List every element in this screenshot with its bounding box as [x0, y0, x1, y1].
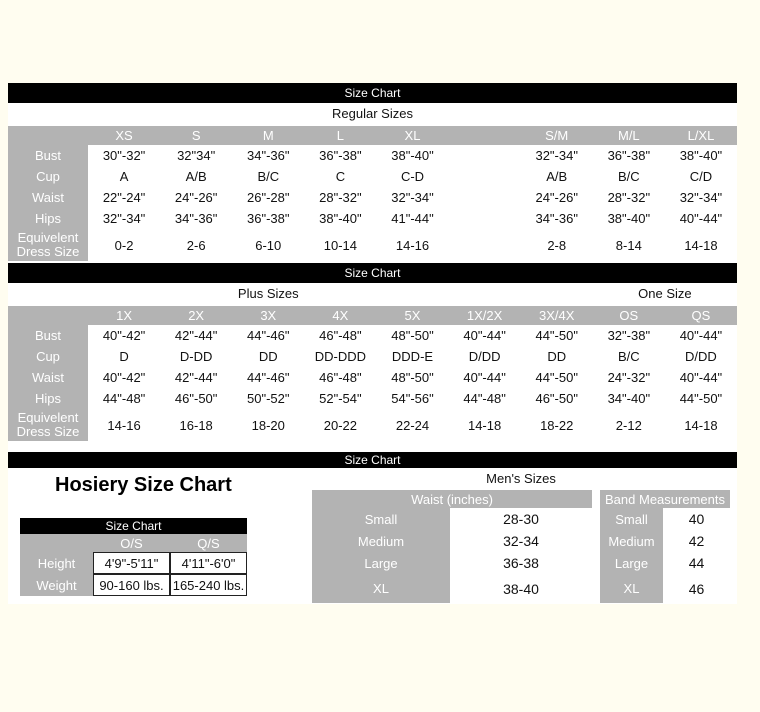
cell: [449, 208, 521, 229]
cell: 34"-40": [593, 388, 665, 409]
column-header: XS: [88, 126, 160, 145]
cell: 2-12: [593, 409, 665, 441]
cell: 50"-52": [232, 388, 304, 409]
size-chart-content: [8, 83, 737, 604]
column-header: S: [160, 126, 232, 145]
row-label: Cup: [8, 166, 88, 187]
cell: 54"-56": [376, 388, 448, 409]
column-header: 2X: [160, 306, 232, 325]
cell: 2-6: [160, 229, 232, 261]
cell: 34"-36": [160, 208, 232, 229]
cell: 36"-38": [232, 208, 304, 229]
column-header: 3X/4X: [521, 306, 593, 325]
size-chart-bar-2-title: Size Chart: [344, 266, 401, 280]
cell: 38"-40": [304, 208, 376, 229]
cell: 48"-50": [376, 367, 448, 388]
row-label: XL: [600, 574, 663, 603]
cell: 46"-50": [160, 388, 232, 409]
cell: 32"-34": [88, 208, 160, 229]
cell: 14-16: [376, 229, 448, 261]
cell: 40"-44": [665, 208, 737, 229]
cell: 16-18: [160, 409, 232, 441]
cell: 14-16: [88, 409, 160, 441]
cell: 41"-44": [376, 208, 448, 229]
hosiery-table-header-title: Size Chart: [105, 519, 162, 533]
cell: 44"-50": [665, 388, 737, 409]
cell: B/C: [232, 166, 304, 187]
hosiery-table-grid: [20, 534, 247, 596]
cell: DDD-E: [376, 346, 448, 367]
column-header: OS: [593, 306, 665, 325]
cell: 40"-42": [88, 367, 160, 388]
column-header: M/L: [593, 126, 665, 145]
cell: 48"-50": [376, 325, 448, 346]
band-measurements-header: Band Measurements: [600, 490, 730, 508]
column-header: O/S: [93, 534, 170, 552]
cell: 36"-38": [304, 145, 376, 166]
regular-sizes-label: Regular Sizes: [332, 106, 413, 121]
cell: 20-22: [304, 409, 376, 441]
column-header: 5X: [376, 306, 448, 325]
cell: 18-20: [232, 409, 304, 441]
cell: 34"-36": [521, 208, 593, 229]
cell: 32"-34": [665, 187, 737, 208]
size-chart-bar-3: [8, 452, 737, 468]
row-label: Small: [600, 508, 663, 530]
column-header: L/XL: [665, 126, 737, 145]
waist-inches-header: Waist (inches): [312, 490, 592, 508]
row-label: Equivelent Dress Size: [8, 409, 88, 441]
hosiery-size-table: [20, 518, 247, 596]
cell: 22-24: [376, 409, 448, 441]
row-label: Small: [312, 508, 450, 530]
cell: 40"-44": [665, 367, 737, 388]
cell: [449, 187, 521, 208]
cell: 52"-54": [304, 388, 376, 409]
cell: 8-14: [593, 229, 665, 261]
column-header: M: [232, 126, 304, 145]
column-header: S/M: [521, 126, 593, 145]
plus-sizes-label: Plus Sizes: [237, 286, 299, 301]
cell: 46: [663, 574, 730, 603]
cell: D/DD: [449, 346, 521, 367]
cell: 42"-44": [160, 367, 232, 388]
size-chart-bar-2: [8, 263, 737, 283]
cell: 26"-28": [232, 187, 304, 208]
row-label: Medium: [600, 530, 663, 552]
cell: 44"-46": [232, 325, 304, 346]
cell: C-D: [376, 166, 448, 187]
cell: A/B: [160, 166, 232, 187]
row-label: XL: [312, 574, 450, 603]
cell: 40"-44": [449, 367, 521, 388]
mens-sizes-section: [312, 471, 730, 603]
cell: 165-240 lbs.: [170, 574, 247, 596]
cell: 38"-40": [593, 208, 665, 229]
mens-band-grid: [600, 508, 730, 603]
row-label: Waist: [8, 187, 88, 208]
column-header: [449, 126, 521, 145]
cell: 0-2: [88, 229, 160, 261]
cell: 38"-40": [665, 145, 737, 166]
column-header: XL: [376, 126, 448, 145]
cell: A/B: [521, 166, 593, 187]
cell: [449, 229, 521, 261]
cell: 28"-32": [593, 187, 665, 208]
row-label: Bust: [8, 145, 88, 166]
cell: 40"-44": [665, 325, 737, 346]
cell: D-DD: [160, 346, 232, 367]
cell: 38"-40": [376, 145, 448, 166]
cell: 14-18: [449, 409, 521, 441]
row-label: Hips: [8, 388, 88, 409]
regular-sizes-table: [8, 126, 737, 261]
cell: 10-14: [304, 229, 376, 261]
cell: 28"-32": [304, 187, 376, 208]
cell: 28-30: [450, 508, 592, 530]
cell: 24"-32": [593, 367, 665, 388]
cell: 32"-34": [376, 187, 448, 208]
cell: 4'11"-6'0": [170, 552, 247, 574]
cell: 32"34": [160, 145, 232, 166]
cell: 2-8: [521, 229, 593, 261]
corner-cell: [8, 306, 88, 325]
row-label: Weight: [20, 574, 93, 596]
cell: DD-DDD: [304, 346, 376, 367]
cell: 22"-24": [88, 187, 160, 208]
cell: [449, 166, 521, 187]
row-label: Height: [20, 552, 93, 574]
column-header: QS: [665, 306, 737, 325]
cell: 40"-44": [449, 325, 521, 346]
mens-tables: [312, 490, 730, 603]
cell: [449, 145, 521, 166]
size-chart-bar-3-title: Size Chart: [344, 453, 401, 467]
corner-cell: [8, 126, 88, 145]
row-label: Large: [600, 552, 663, 574]
cell: A: [88, 166, 160, 187]
column-header: 4X: [304, 306, 376, 325]
row-label: Bust: [8, 325, 88, 346]
cell: 14-18: [665, 229, 737, 261]
cell: 4'9"-5'11": [93, 552, 170, 574]
row-label: Large: [312, 552, 450, 574]
cell: 40"-42": [88, 325, 160, 346]
column-header: Q/S: [170, 534, 247, 552]
cell: C/D: [665, 166, 737, 187]
cell: DD: [232, 346, 304, 367]
row-label: Waist: [8, 367, 88, 388]
cell: 44"-48": [88, 388, 160, 409]
row-label: Equivelent Dress Size: [8, 229, 88, 261]
cell: DD: [521, 346, 593, 367]
hosiery-size-chart-title: Hosiery Size Chart: [55, 474, 232, 496]
column-header: 1X/2X: [449, 306, 521, 325]
cell: 32"-38": [593, 325, 665, 346]
cell: 24"-26": [160, 187, 232, 208]
cell: 46"-48": [304, 367, 376, 388]
column-header: 3X: [232, 306, 304, 325]
hosiery-table-header: [20, 518, 247, 534]
divider: [8, 441, 737, 452]
size-chart-bar-1: [8, 83, 737, 103]
mens-sizes-title: Men's Sizes: [486, 471, 556, 486]
cell: 46"-48": [304, 325, 376, 346]
cell: 14-18: [665, 409, 737, 441]
cell: 42"-44": [160, 325, 232, 346]
cell: 44"-46": [232, 367, 304, 388]
row-label: Medium: [312, 530, 450, 552]
cell: 36"-38": [593, 145, 665, 166]
one-size-label: One Size: [638, 286, 692, 301]
cell: 40: [663, 508, 730, 530]
cell: 18-22: [521, 409, 593, 441]
column-header: L: [304, 126, 376, 145]
cell: 30"-32": [88, 145, 160, 166]
cell: 34"-36": [232, 145, 304, 166]
size-chart-bar-1-title: Size Chart: [344, 86, 401, 100]
cell: B/C: [593, 166, 665, 187]
cell: 44"-50": [521, 367, 593, 388]
regular-sizes-band: [8, 103, 737, 124]
plus-sizes-table: [8, 306, 737, 441]
column-header: 1X: [88, 306, 160, 325]
cell: 44"-50": [521, 325, 593, 346]
mens-band-table: [600, 490, 730, 603]
cell: D/DD: [665, 346, 737, 367]
cell: C: [304, 166, 376, 187]
cell: 44"-48": [449, 388, 521, 409]
hosiery-and-mens-section: [8, 468, 737, 602]
row-label: Cup: [8, 346, 88, 367]
row-label: Hips: [8, 208, 88, 229]
cell: 6-10: [232, 229, 304, 261]
corner-cell: [20, 534, 93, 552]
cell: 42: [663, 530, 730, 552]
cell: 32"-34": [521, 145, 593, 166]
cell: 24"-26": [521, 187, 593, 208]
cell: 44: [663, 552, 730, 574]
cell: 36-38: [450, 552, 592, 574]
mens-waist-grid: [312, 508, 592, 603]
cell: 90-160 lbs.: [93, 574, 170, 596]
mens-waist-table: [312, 490, 592, 603]
cell: B/C: [593, 346, 665, 367]
cell: 32-34: [450, 530, 592, 552]
cell: 46"-50": [521, 388, 593, 409]
cell: 38-40: [450, 574, 592, 603]
cell: D: [88, 346, 160, 367]
plus-one-size-band: [8, 283, 737, 304]
